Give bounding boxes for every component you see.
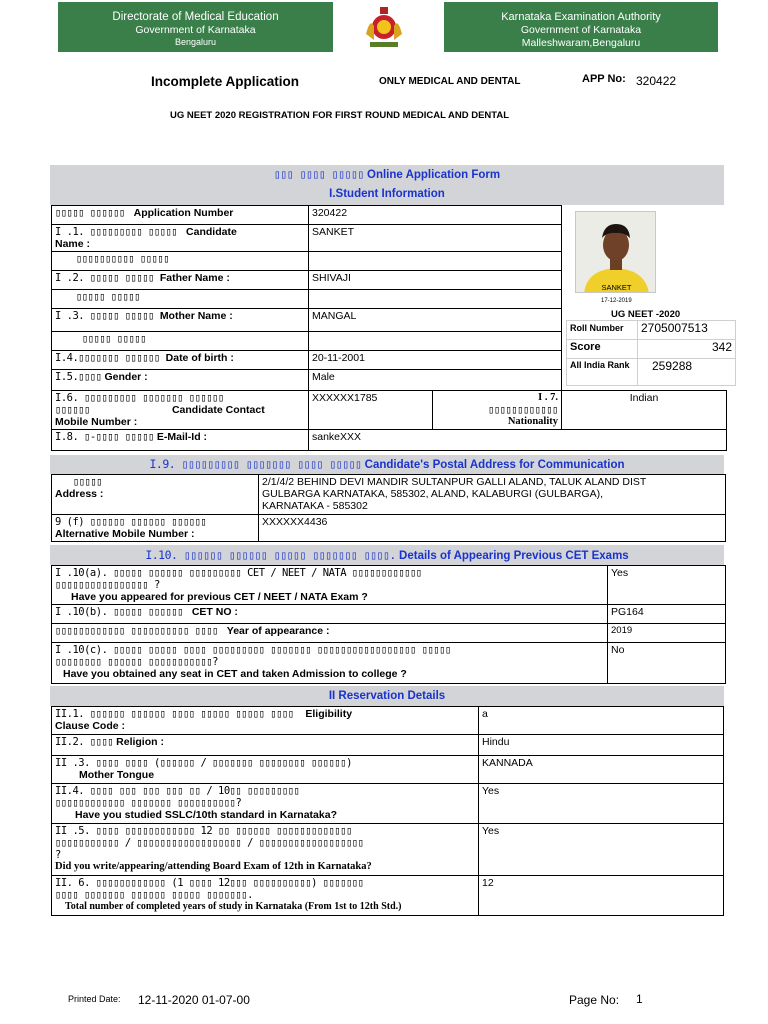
gender-label-cell [51,369,309,391]
cet-no-kn: I .10(b). ▯▯▯▯▯ ▯▯▯▯▯▯ [55,606,184,618]
header-left-line2: Government of Karnataka [135,24,256,36]
section-i10-title: Details of Appearing Previous CET Exams [399,550,629,562]
address-kn: ▯▯▯▯▯ [73,476,103,488]
header-right-line3: Malleshwaram,Bengaluru [521,37,641,49]
mobile-label2: Mobile Number : [55,416,138,428]
name-kn: I .1. ▯▯▯▯▯▯▯▯▯ ▯▯▯▯▯ [55,226,178,238]
mother-label: Mother Name : [159,310,233,322]
eligibility-label: Eligibility [305,708,353,720]
page-no-label: Page No: [569,993,620,1007]
prev-exam-label: Have you appeared for previous CET / NEET / NATA Exam ? [71,591,368,603]
mobile-kn2: ▯▯▯▯▯▯ [55,404,90,416]
header-right-line1: Karnataka Examination Authority [501,11,661,23]
board-exam-value: Yes [478,823,724,876]
mobile-value: XXXXXX1785 [308,390,433,430]
study-years-kn1: II. 6. ▯▯▯▯▯▯▯▯▯▯▯▯ (1 ▯▯▯▯ 12▯▯▯ ▯▯▯▯▯▯▯▯▯▯) ▯▯▯▯▯▯▯ [55,877,364,889]
header-right-line2: Government of Karnataka [520,24,642,36]
cet-no-value: PG164 [607,604,726,624]
form-title-kn: ▯▯▯ ▯▯▯▯ ▯▯▯▯▯ [273,167,364,181]
app-number-label: Application Number [133,207,234,219]
photo-date: 17-12-2019 [601,298,632,304]
header-left-banner [58,2,333,52]
religion-value: Hindu [478,734,724,756]
section-i9-title: Candidate's Postal Address for Communication [364,459,625,471]
rank-value: 259288 [637,358,736,386]
gender-value: Male [308,369,562,391]
dob-label: Date of birth : [165,352,234,364]
mother-kn2: ▯▯▯▯▯ ▯▯▯▯▯ [82,333,147,345]
section-i9-title-kn: I.9. ▯▯▯▯▯▯▯▯▯ ▯▯▯▯▯▯▯ ▯▯▯▯ ▯▯▯▯▯ [149,457,362,471]
alt-mobile-value: XXXXXX4436 [258,514,726,542]
app-number-label-cell [51,205,309,225]
eligibility-value: a [478,706,724,735]
email-label: E-Mail-Id : [156,431,208,443]
dob-label-cell [51,350,309,370]
sslc-label: Have you studied SSLC/10th standard in Karnataka? [75,809,337,821]
mother-kn: I .3. ▯▯▯▯▯ ▯▯▯▯▯ [55,310,154,322]
email-value: sankeXXX [308,429,727,451]
nationality-kn2: ▯▯▯▯▯▯▯▯▯▯▯▯ [488,404,558,416]
father-label: Father Name : [159,272,230,284]
seat-obtained-kn2: ▯▯▯▯▯▯▯▯ ▯▯▯▯▯▯ ▯▯▯▯▯▯▯▯▯▯▯? [55,656,219,668]
section-i10-band [50,545,724,565]
email-label-cell [51,429,309,451]
gender-label: Gender : [104,371,148,383]
eligibility-label-cell [51,706,479,735]
mobile-label-cell [51,390,309,430]
board-exam-kn3: ? [55,849,61,861]
father-kn-value [308,289,562,309]
mobile-kn: I.6. ▯▯▯▯▯▯▯▯▯ ▯▯▯▯▯▯▯ ▯▯▯▯▯▯ [55,392,224,404]
name-value: SANKET [308,224,562,252]
board-exam-label-cell [51,823,479,876]
roll-label: Roll Number [566,320,638,340]
karnataka-emblem-icon [346,4,422,50]
father-kn2: ▯▯▯▯▯ ▯▯▯▯▯ [76,291,141,303]
name-label2: Name : [55,238,91,250]
app-number-kn: ▯▯▯▯▯ ▯▯▯▯▯▯ [55,207,125,219]
prev-exam-kn1: I .10(a). ▯▯▯▯▯ ▯▯▯▯▯▯ ▯▯▯▯▯▯▯▯▯ CET / NEET / NATA ▯▯▯▯▯▯▯▯▯▯▯▯ [55,567,422,579]
address-line-1: 2/1/4/2 BEHIND DEVI MANDIR SULTANPUR GALLI ALAND, TALUK ALAND DIST [262,476,647,488]
application-status: Incomplete Application [151,74,300,89]
prev-exam-value: Yes [607,565,726,605]
header-left-line3: Bengaluru [174,37,217,47]
sslc-value: Yes [478,783,724,824]
name-kn2: ▯▯▯▯▯▯▯▯▯▯ ▯▯▯▯▯ [76,253,170,265]
sslc-kn1: II.4. ▯▯▯▯ ▯▯▯ ▯▯▯ ▯▯▯ ▯▯ / 10▯▯ ▯▯▯▯▯▯▯▯▯ [55,785,300,797]
mother-tongue-kn: II .3. ▯▯▯▯ ▯▯▯▯ (▯▯▯▯▯▯ / ▯▯▯▯▯▯▯ ▯▯▯▯▯▯▯▯ ▯▯▯▯▯▯) [55,757,352,769]
nationality-kn: I . 7. [538,392,558,403]
photo-caption-name: SANKET [601,283,632,292]
form-title: Online Application Form [367,169,501,181]
address-label: Address : [55,488,104,500]
religion-kn: II.2. ▯▯▯▯ [55,736,114,748]
roll-value: 2705007513 [637,320,736,340]
neet-title: UG NEET -2020 [611,309,681,320]
mother-label-cell [51,308,309,332]
score-value: 342 [637,339,736,359]
seat-obtained-label: Have you obtained any seat in CET and taken Admission to college ? [63,668,407,680]
study-years-label-cell [51,875,479,916]
seat-obtained-label-cell [51,642,608,684]
cet-no-label: CET NO : [191,606,238,618]
page-no-value: 1 [636,992,643,1006]
address-line-3: KARNATAKA - 585302 [262,500,368,512]
name-kn-value [308,251,562,271]
appearance-year-kn: ▯▯▯▯▯▯▯▯▯▯▯▯ ▯▯▯▯▯▯▯▯▯▯ ▯▯▯▯ [55,625,219,637]
section-i10-title-kn: I.10. ▯▯▯▯▯▯ ▯▯▯▯▯▯ ▯▯▯▯▯ ▯▯▯▯▯▯▯ ▯▯▯▯. [145,548,396,562]
mobile-label: Candidate Contact [171,404,265,416]
sslc-label-cell [51,783,479,824]
cet-no-label-cell [51,604,608,624]
nationality-label: Nationality [507,416,558,427]
seat-obtained-value: No [607,642,726,684]
stream-label: ONLY MEDICAL AND DENTAL [379,76,521,87]
mother-tongue-label: Mother Tongue [79,769,155,781]
appearance-year-label-cell [51,623,608,643]
study-years-value: 12 [478,875,724,916]
app-no-value: 320422 [636,74,677,88]
sslc-kn2: ▯▯▯▯▯▯▯▯▯▯▯▯ ▯▯▯▯▯▯▯ ▯▯▯▯▯▯▯▯▯▯? [55,797,242,809]
appearance-year-label: Year of appearance : [226,625,330,637]
religion-label: Religion : [116,736,164,748]
address-value [258,474,726,515]
father-value: SHIVAJI [308,270,562,290]
header-left-line1: Directorate of Medical Education [112,11,279,23]
mother-kn-value [308,331,562,351]
father-kn-row [51,289,309,309]
address-label-cell [51,474,259,515]
app-number-value: 320422 [308,205,562,225]
email-kn: I.8. ▯-▯▯▯▯ ▯▯▯▯▯ [55,431,154,443]
nationality-value: Indian [561,390,727,430]
dob-kn: I.4.▯▯▯▯▯▯▯ ▯▯▯▯▯▯ [55,352,160,364]
score-label: Score [566,339,638,359]
candidate-photo [575,211,656,293]
section1-title: I.Student Information [329,188,445,200]
candidate-photo-image [576,212,656,293]
gender-kn: I.5.▯▯▯▯ [55,371,102,383]
appearance-year-value: 2019 [607,623,726,643]
printed-date-label: Printed Date: [68,994,121,1004]
eligibility-kn: II.1. ▯▯▯▯▯▯ ▯▯▯▯▯▯ ▯▯▯▯ ▯▯▯▯▯ ▯▯▯▯▯ ▯▯▯▯ [55,708,294,720]
name-kn-row [51,251,309,271]
section2-band [50,686,724,706]
alt-mobile-label-cell [51,514,259,542]
rank-label: All India Rank [566,358,638,386]
board-exam-kn2: ▯▯▯▯▯▯▯▯▯▯▯ / ▯▯▯▯▯▯▯▯▯▯▯▯▯▯▯▯▯▯ / ▯▯▯▯▯▯▯▯▯▯▯▯▯▯▯▯▯▯ [55,837,364,849]
prev-exam-kn2: ▯▯▯▯▯▯▯▯▯▯▯▯▯▯▯▯ ? [55,579,160,591]
dob-value: 20-11-2001 [308,350,562,370]
board-exam-kn1: II .5. ▯▯▯▯ ▯▯▯▯▯▯▯▯▯▯▯▯ 12 ▯▯ ▯▯▯▯▯▯ ▯▯▯▯▯▯▯▯▯▯▯▯▯ [55,825,352,837]
mother-tongue-value: KANNADA [478,755,724,784]
seat-obtained-kn1: I .10(c). ▯▯▯▯▯ ▯▯▯▯▯ ▯▯▯▯ ▯▯▯▯▯▯▯▯▯ ▯▯▯▯▯▯▯ ▯▯▯▯▯▯▯▯▯▯▯▯▯▯▯▯▯ ▯▯▯▯▯ [55,644,451,656]
name-label: Candidate [186,226,237,238]
mother-kn-row [51,331,309,351]
alt-mobile-kn: 9 (f) ▯▯▯▯▯▯ ▯▯▯▯▯▯ ▯▯▯▯▯▯ [55,516,207,528]
nationality-label-cell [432,390,562,430]
study-years-label: Total number of completed years of study in Karnataka (From 1st to 12th Std.) [65,901,402,912]
header-right-banner [444,2,718,52]
printed-date-value: 12-11-2020 01-07-00 [138,993,250,1007]
name-label-cell [51,224,309,252]
study-years-kn2: ▯▯▯▯ ▯▯▯▯▯▯▯ ▯▯▯▯▯▯ ▯▯▯▯▯ ▯▯▯▯▯▯▯. [55,889,253,901]
father-label-cell [51,270,309,290]
app-no-label: APP No: [582,73,626,85]
board-exam-label: Did you write/appearing/attending Board Exam of 12th in Karnataka? [55,861,372,872]
registration-subtitle: UG NEET 2020 REGISTRATION FOR FIRST ROUND MEDICAL AND DENTAL [170,110,510,121]
section-i9-band [50,455,724,474]
father-kn: I .2. ▯▯▯▯▯ ▯▯▯▯▯ [55,272,154,284]
address-line-2: GULBARGA KARNATAKA, 585302, ALAND, KALABURGI (GULBARGA), [262,488,603,500]
prev-exam-label-cell [51,565,608,605]
religion-label-cell [51,734,479,756]
form-title-band [50,165,724,205]
alt-mobile-label: Alternative Mobile Number : [55,528,195,540]
eligibility-label2: Clause Code : [55,720,126,732]
section2-title: II Reservation Details [328,690,446,702]
mother-tongue-label-cell [51,755,479,784]
mother-value: MANGAL [308,308,562,332]
